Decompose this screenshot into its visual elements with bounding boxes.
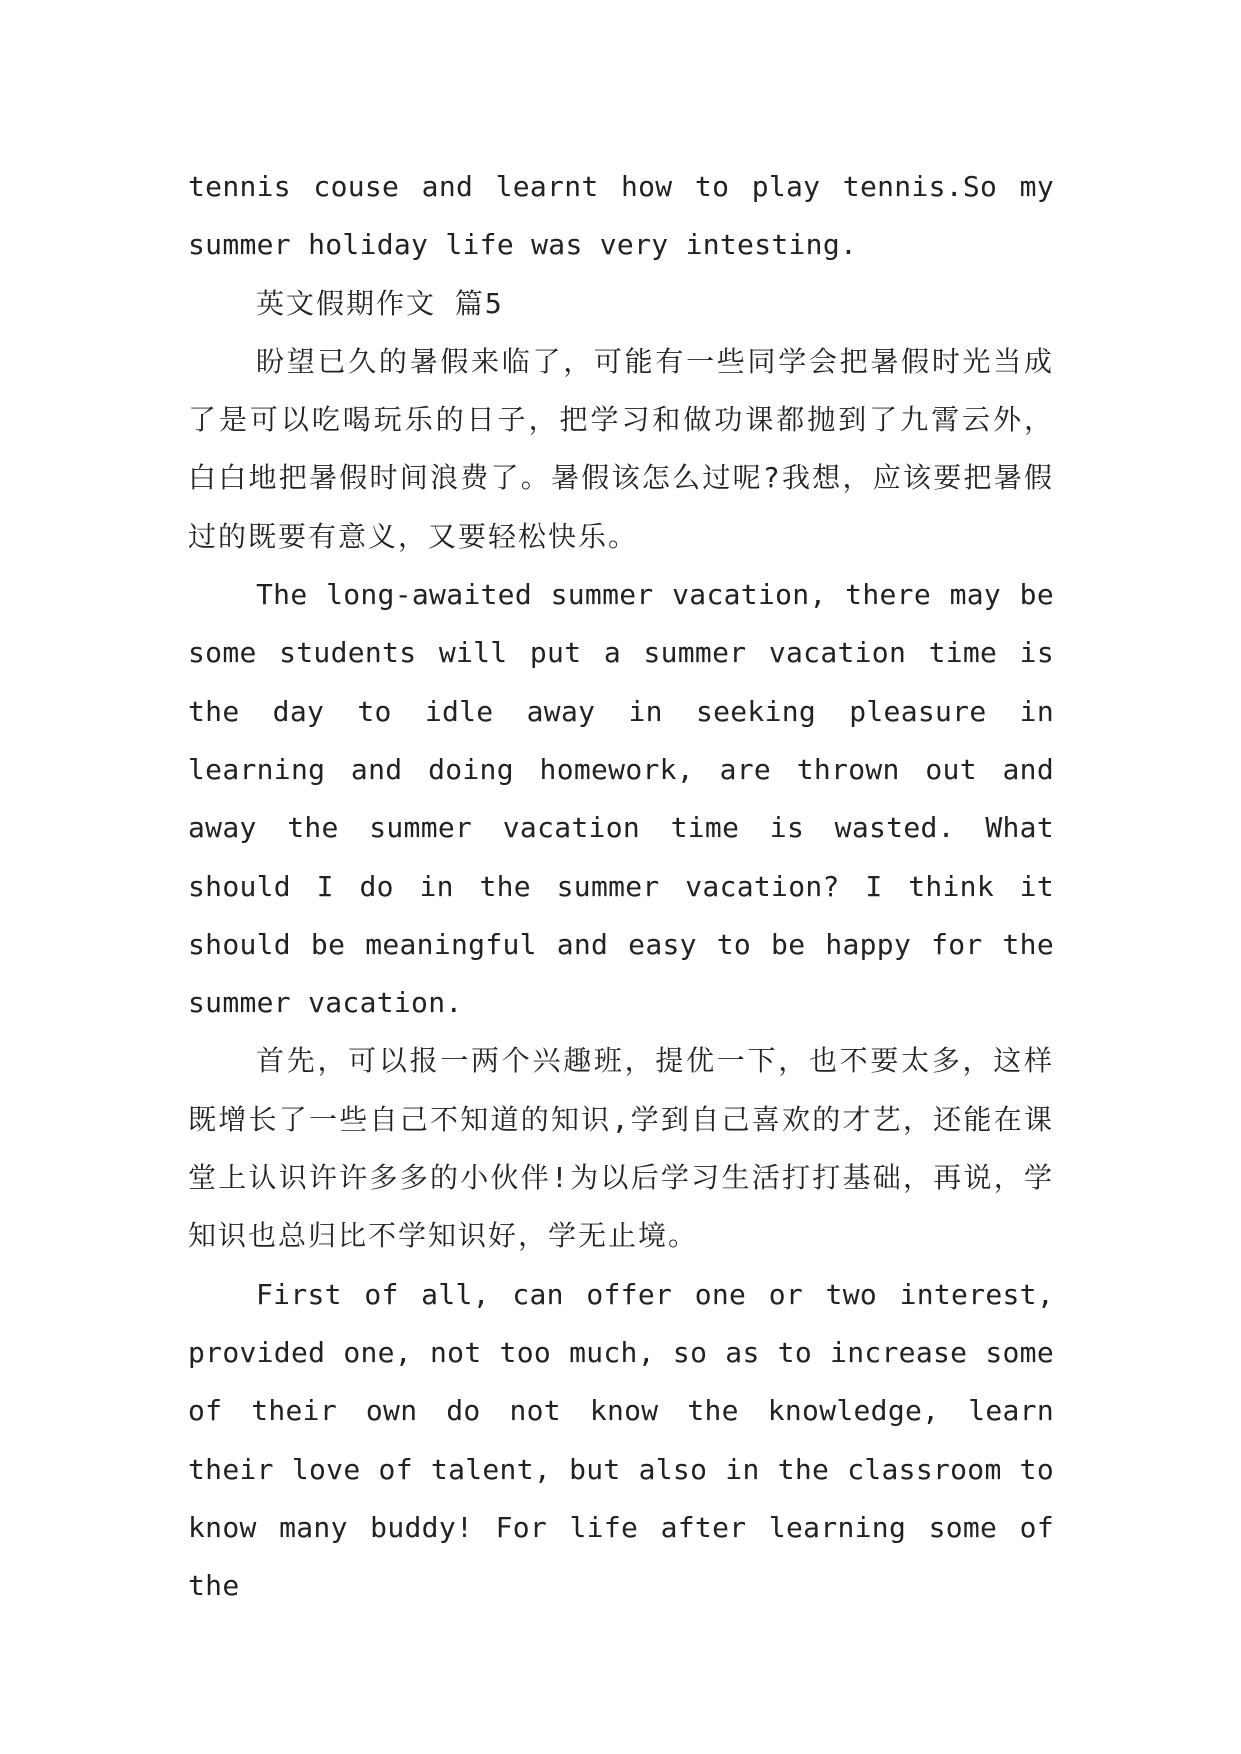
paragraph-chinese-1: 盼望已久的暑假来临了，可能有一些同学会把暑假时光当成了是可以吃喝玩乐的日子，把学习和做功课都抛到了九霄云外，白白地把暑假时间浪费了。暑假该怎么过呢?我想，应该要把暑假过的既要有意义，又要轻松快乐。 xyxy=(188,344,1054,553)
section-heading: 英文假期作文 篇5 xyxy=(256,286,504,320)
paragraph-chinese-2: 首先，可以报一两个兴趣班，提优一下，也不要太多，这样既增长了一些自己不知道的知识,学到自己喜欢的才艺，还能在课堂上认识许许多多的小伙伴!为以后学习生活打打基础，再说，学知识也总归比不学知识好，学无止境。 xyxy=(188,1044,1054,1253)
paragraph-english-2: First of all, can offer one or two interest, provided one, not too much, so as to increase some of their own do not know the knowledge, learn their love of talent, but also in the classroom to know many buddy! For life after learning some of the xyxy=(188,1277,1054,1603)
paragraph-english-1: The long-awaited summer vacation, there may be some students will put a summer vacation time is the day to idle away in seeking pleasure in learning and doing homework, are thrown out and away the summer vacation time is wasted. What should I do in the summer vacation? I think it should be meaningful and easy to be happy for the summer vacation. xyxy=(188,578,1054,1020)
document-body xyxy=(188,158,1054,1615)
paragraph-continued-english: tennis couse and learnt how to play tennis.So my summer holiday life was very intesting. xyxy=(188,170,1054,262)
